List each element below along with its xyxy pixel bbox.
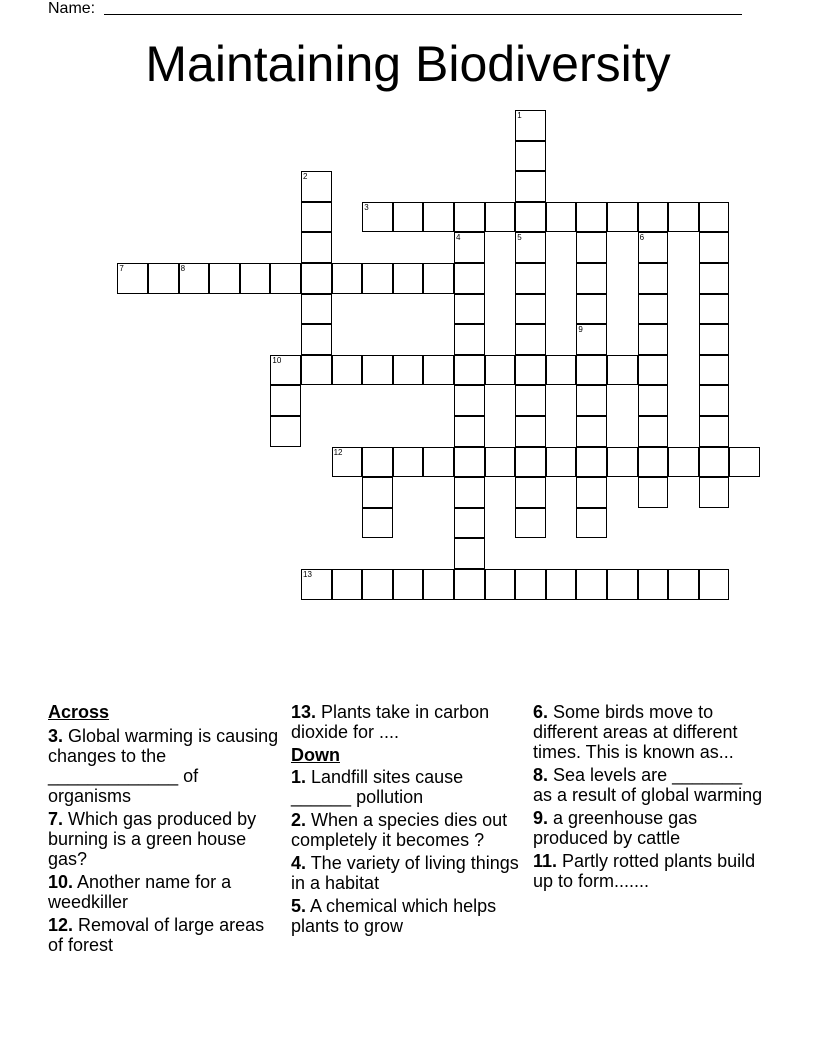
crossword-cell[interactable]	[454, 294, 485, 325]
clue-item-number: 10.	[48, 872, 74, 892]
clue-item	[48, 872, 280, 912]
crossword-cell[interactable]	[515, 508, 546, 539]
down-heading: Down	[291, 745, 340, 765]
crossword-cell[interactable]	[485, 447, 516, 478]
crossword-cell[interactable]	[301, 569, 332, 600]
crossword-cell[interactable]	[454, 477, 485, 508]
crossword-cell[interactable]	[301, 232, 332, 263]
crossword-cell[interactable]	[515, 385, 546, 416]
crossword-cell[interactable]	[301, 294, 332, 325]
clue-item-text: a greenhouse gas produced by cattle	[533, 808, 698, 848]
crossword-cell[interactable]	[699, 447, 730, 478]
clue-number: 7	[119, 264, 124, 273]
crossword-cell[interactable]	[515, 569, 546, 600]
clue-item-number: 9.	[533, 808, 549, 828]
crossword-cell[interactable]	[454, 508, 485, 539]
crossword-cell[interactable]	[454, 232, 485, 263]
crossword-cell[interactable]	[423, 447, 454, 478]
crossword-cell[interactable]	[301, 355, 332, 386]
crossword-cell[interactable]	[240, 263, 271, 294]
crossword-cell[interactable]	[393, 263, 424, 294]
clue-item-text: Some birds move to different areas at different times. This is known as...	[533, 702, 738, 762]
crossword-cell[interactable]	[485, 202, 516, 233]
crossword-cell[interactable]	[729, 447, 760, 478]
crossword-cell[interactable]	[607, 355, 638, 386]
clue-item	[533, 808, 765, 848]
crossword-cell[interactable]	[576, 202, 607, 233]
crossword-cell[interactable]	[423, 355, 454, 386]
crossword-cell[interactable]	[699, 202, 730, 233]
crossword-cell[interactable]	[301, 202, 332, 233]
crossword-cell[interactable]	[454, 416, 485, 447]
crossword-cell[interactable]	[454, 385, 485, 416]
clue-item-number: 5.	[291, 896, 307, 916]
crossword-cell[interactable]	[270, 355, 301, 386]
crossword-cell[interactable]	[699, 477, 730, 508]
clue-number: 3	[364, 202, 369, 212]
crossword-cell[interactable]	[454, 202, 485, 233]
clue-number: 13	[303, 570, 312, 579]
crossword-cell[interactable]	[393, 355, 424, 386]
crossword-cell[interactable]	[454, 569, 485, 600]
clue-item-number: 3.	[48, 726, 64, 746]
crossword-cell[interactable]	[699, 232, 730, 263]
crossword-cell[interactable]	[454, 447, 485, 478]
crossword-cell[interactable]	[515, 477, 546, 508]
crossword-cell[interactable]	[270, 416, 301, 447]
crossword-cell[interactable]	[332, 355, 363, 386]
clue-number: 1	[517, 111, 522, 120]
crossword-cell[interactable]	[668, 202, 699, 233]
clue-number: 2	[303, 172, 308, 182]
crossword-cell[interactable]	[546, 447, 577, 478]
crossword-cell[interactable]	[332, 447, 363, 478]
crossword-cell[interactable]	[576, 232, 607, 263]
clue-item-text: When a species dies out completely it becomes ?	[291, 810, 508, 850]
crossword-cell[interactable]	[515, 355, 546, 386]
crossword-cell[interactable]	[148, 263, 179, 294]
crossword-cell[interactable]	[576, 294, 607, 325]
crossword-cell[interactable]	[699, 263, 730, 294]
crossword-cell[interactable]	[454, 538, 485, 569]
crossword-cell[interactable]	[301, 263, 332, 294]
clue-item-number: 11.	[533, 851, 558, 871]
crossword-cell[interactable]	[699, 416, 730, 447]
crossword-cell[interactable]	[515, 447, 546, 478]
crossword-cell[interactable]	[515, 232, 546, 263]
crossword-cell[interactable]	[699, 385, 730, 416]
clue-item	[291, 853, 523, 893]
crossword-cell[interactable]	[362, 355, 393, 386]
crossword-cell[interactable]	[515, 263, 546, 294]
clue-item-text: The variety of living things in a habitat	[291, 853, 519, 893]
crossword-cell[interactable]	[638, 355, 669, 386]
crossword-cell[interactable]	[209, 263, 240, 294]
clue-item	[533, 765, 765, 805]
crossword-cell[interactable]	[362, 508, 393, 539]
crossword-cell[interactable]	[576, 385, 607, 416]
clue-item	[533, 851, 765, 891]
clue-item-number: 8.	[533, 765, 549, 785]
clue-item	[291, 896, 523, 936]
clue-number: 10	[272, 355, 282, 365]
clue-item-number: 6.	[533, 702, 549, 722]
clue-item-text: A chemical which helps plants to grow	[291, 896, 497, 936]
clue-item	[291, 702, 523, 742]
crossword-cell[interactable]	[699, 355, 730, 386]
clue-number: 4	[456, 233, 461, 243]
crossword-cell[interactable]	[515, 324, 546, 355]
crossword-cell[interactable]	[393, 202, 424, 233]
clue-item-number: 2.	[291, 810, 307, 830]
crossword-cell[interactable]	[515, 141, 546, 172]
crossword-cell[interactable]	[638, 447, 669, 478]
across-clue-list	[48, 726, 280, 955]
crossword-cell[interactable]	[515, 294, 546, 325]
crossword-cell[interactable]	[362, 202, 393, 233]
clue-item-text: Another name for a weedkiller	[48, 872, 232, 912]
crossword-cell[interactable]	[576, 263, 607, 294]
crossword-cell[interactable]	[576, 569, 607, 600]
crossword-cell[interactable]	[638, 569, 669, 600]
crossword-cell[interactable]	[454, 355, 485, 386]
clue-item-text: Sea levels are _______ as a result of global warming	[533, 765, 763, 805]
crossword-cell[interactable]	[638, 324, 669, 355]
clue-item	[291, 810, 523, 850]
crossword-cell[interactable]	[546, 202, 577, 233]
crossword-cell[interactable]	[515, 416, 546, 447]
crossword-cell[interactable]	[638, 294, 669, 325]
crossword-cell[interactable]	[576, 477, 607, 508]
crossword-cell[interactable]	[515, 202, 546, 233]
clues-column-1	[48, 702, 280, 958]
crossword-cell[interactable]	[332, 263, 363, 294]
crossword-cell[interactable]	[699, 569, 730, 600]
crossword-cell[interactable]	[362, 569, 393, 600]
crossword-cell[interactable]	[638, 232, 669, 263]
crossword-cell[interactable]	[454, 324, 485, 355]
clue-item	[48, 809, 280, 869]
crossword-cell[interactable]	[362, 447, 393, 478]
crossword-cell[interactable]	[454, 263, 485, 294]
crossword-cell[interactable]	[576, 447, 607, 478]
clue-item-number: 12.	[48, 915, 74, 935]
crossword-cell[interactable]	[668, 569, 699, 600]
clue-item-number: 4.	[291, 853, 307, 873]
crossword-cell[interactable]	[117, 263, 148, 294]
clue-item	[291, 767, 523, 807]
clues-column-2	[291, 702, 523, 939]
clue-item	[48, 915, 280, 955]
crossword-cell[interactable]	[607, 447, 638, 478]
across-heading: Across	[48, 702, 110, 722]
clue-item-text: Plants take in carbon dioxide for ....	[291, 702, 490, 742]
clue-item-text: Global warming is causing changes to the _____________ of organisms	[48, 726, 279, 806]
clue-number: 5	[517, 233, 522, 243]
crossword-cell[interactable]	[668, 447, 699, 478]
down-clue-list	[291, 767, 523, 936]
crossword-cell[interactable]	[515, 171, 546, 202]
crossword-cell[interactable]	[423, 569, 454, 600]
clue-item-text: Removal of large areas of forest	[48, 915, 265, 955]
crossword-cell[interactable]	[576, 324, 607, 355]
crossword-cell[interactable]	[546, 569, 577, 600]
crossword-cell[interactable]	[179, 263, 210, 294]
crossword-cell[interactable]	[332, 569, 363, 600]
crossword-cell[interactable]	[576, 416, 607, 447]
clue-number: 6	[639, 233, 645, 243]
page-title: Maintaining Biodiversity	[145, 36, 671, 92]
clue-item-text: Which gas produced by burning is a green house gas?	[48, 809, 257, 869]
clue-item-number: 1.	[291, 767, 307, 787]
clue-item-text: Partly rotted plants build up to form.......	[533, 851, 756, 891]
crossword-cell[interactable]	[638, 263, 669, 294]
crossword-cell[interactable]	[362, 477, 393, 508]
clue-number: 8	[180, 264, 186, 273]
crossword-cell[interactable]	[607, 569, 638, 600]
crossword-cell[interactable]	[607, 202, 638, 233]
clue-number: 9	[578, 325, 583, 335]
crossword-cell[interactable]	[638, 385, 669, 416]
crossword-cell[interactable]	[485, 355, 516, 386]
crossword-cell[interactable]	[423, 202, 454, 233]
crossword-cell[interactable]	[270, 263, 301, 294]
clue-number: 12	[333, 447, 343, 457]
name-label: Name:	[48, 0, 96, 17]
crossword-cell[interactable]	[393, 569, 424, 600]
crossword-cell[interactable]	[270, 385, 301, 416]
clue-item-number: 7.	[48, 809, 64, 829]
crossword-cell[interactable]	[393, 447, 424, 478]
crossword-cell[interactable]	[546, 355, 577, 386]
clue-item-number: 13.	[291, 702, 317, 722]
crossword-cell[interactable]	[301, 171, 332, 202]
crossword-cell[interactable]	[485, 569, 516, 600]
crossword-cell[interactable]	[638, 202, 669, 233]
crossword-cell[interactable]	[638, 416, 669, 447]
across-clue-list-continued	[291, 702, 523, 742]
crossword-cell[interactable]	[576, 355, 607, 386]
crossword-cell[interactable]	[638, 477, 669, 508]
crossword-cell[interactable]	[362, 263, 393, 294]
crossword-cell[interactable]	[423, 263, 454, 294]
clue-item	[48, 726, 280, 806]
clue-item	[533, 702, 765, 762]
crossword-cell[interactable]	[699, 294, 730, 325]
clues-column-3	[533, 702, 765, 894]
crossword-cell[interactable]	[301, 324, 332, 355]
crossword-cell[interactable]	[699, 324, 730, 355]
crossword-cell[interactable]	[515, 110, 546, 141]
down-clue-list-continued	[533, 702, 765, 891]
crossword-cell[interactable]	[576, 508, 607, 539]
clue-item-text: Landfill sites cause ______ pollution	[291, 767, 464, 807]
